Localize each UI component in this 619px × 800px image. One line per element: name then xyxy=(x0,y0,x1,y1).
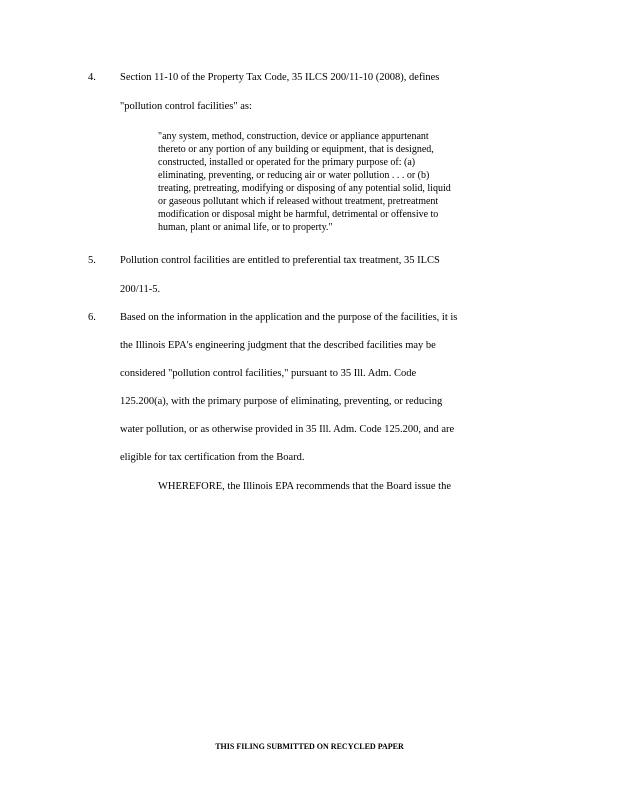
quote-line: "any system, method, construction, device or appliance appurtenant xyxy=(158,131,429,142)
paragraph-5-line-1: Pollution control facilities are entitled to preferential tax treatment, 35 ILCS xyxy=(120,255,440,266)
paragraph-6-line-6: eligible for tax certification from the Board. xyxy=(120,452,305,463)
quote-line: human, plant or animal life, or to property." xyxy=(158,222,333,233)
paragraph-6-line-1: Based on the information in the application and the purpose of the facilities, it is xyxy=(120,312,458,323)
paragraph-4-line-1: Section 11-10 of the Property Tax Code, 35 ILCS 200/11-10 (2008), defines xyxy=(120,72,440,83)
paragraph-4-line-2: "pollution control facilities" as: xyxy=(120,101,252,112)
paragraph-4-number: 4. xyxy=(88,72,96,83)
quote-line: eliminating, preventing, or reducing air or water pollution . . . or (b) xyxy=(158,170,430,181)
paragraph-6-line-4: 125.200(a), with the primary purpose of eliminating, preventing, or reducing xyxy=(120,396,443,407)
quote-line: treating, pretreating, modifying or disposing of any potential solid, liquid xyxy=(158,183,451,194)
wherefore-line: WHEREFORE, the Illinois EPA recommends that the Board issue the xyxy=(158,481,451,492)
paragraph-6-line-5: water pollution, or as otherwise provided in 35 Ill. Adm. Code 125.200, and are xyxy=(120,424,455,435)
quote-line: modification or disposal might be harmful, detrimental or offensive to xyxy=(158,209,439,220)
paragraph-6-number: 6. xyxy=(88,312,96,323)
recycled-paper-footer: THIS FILING SUBMITTED ON RECYCLED PAPER xyxy=(215,742,404,751)
paragraph-6-line-3: considered "pollution control facilities," pursuant to 35 Ill. Adm. Code xyxy=(120,368,417,379)
quote-line: thereto or any portion of any building or equipment, that is designed, xyxy=(158,144,434,155)
paragraph-5-number: 5. xyxy=(88,255,96,266)
quote-line: or gaseous pollutant which if released without treatment, pretreatment xyxy=(158,196,439,207)
paragraph-5-line-2: 200/11-5. xyxy=(120,284,161,295)
quote-line: constructed, installed or operated for the primary purpose of: (a) xyxy=(158,157,416,168)
paragraph-6-line-2: the Illinois EPA's engineering judgment that the described facilities may be xyxy=(120,340,436,351)
